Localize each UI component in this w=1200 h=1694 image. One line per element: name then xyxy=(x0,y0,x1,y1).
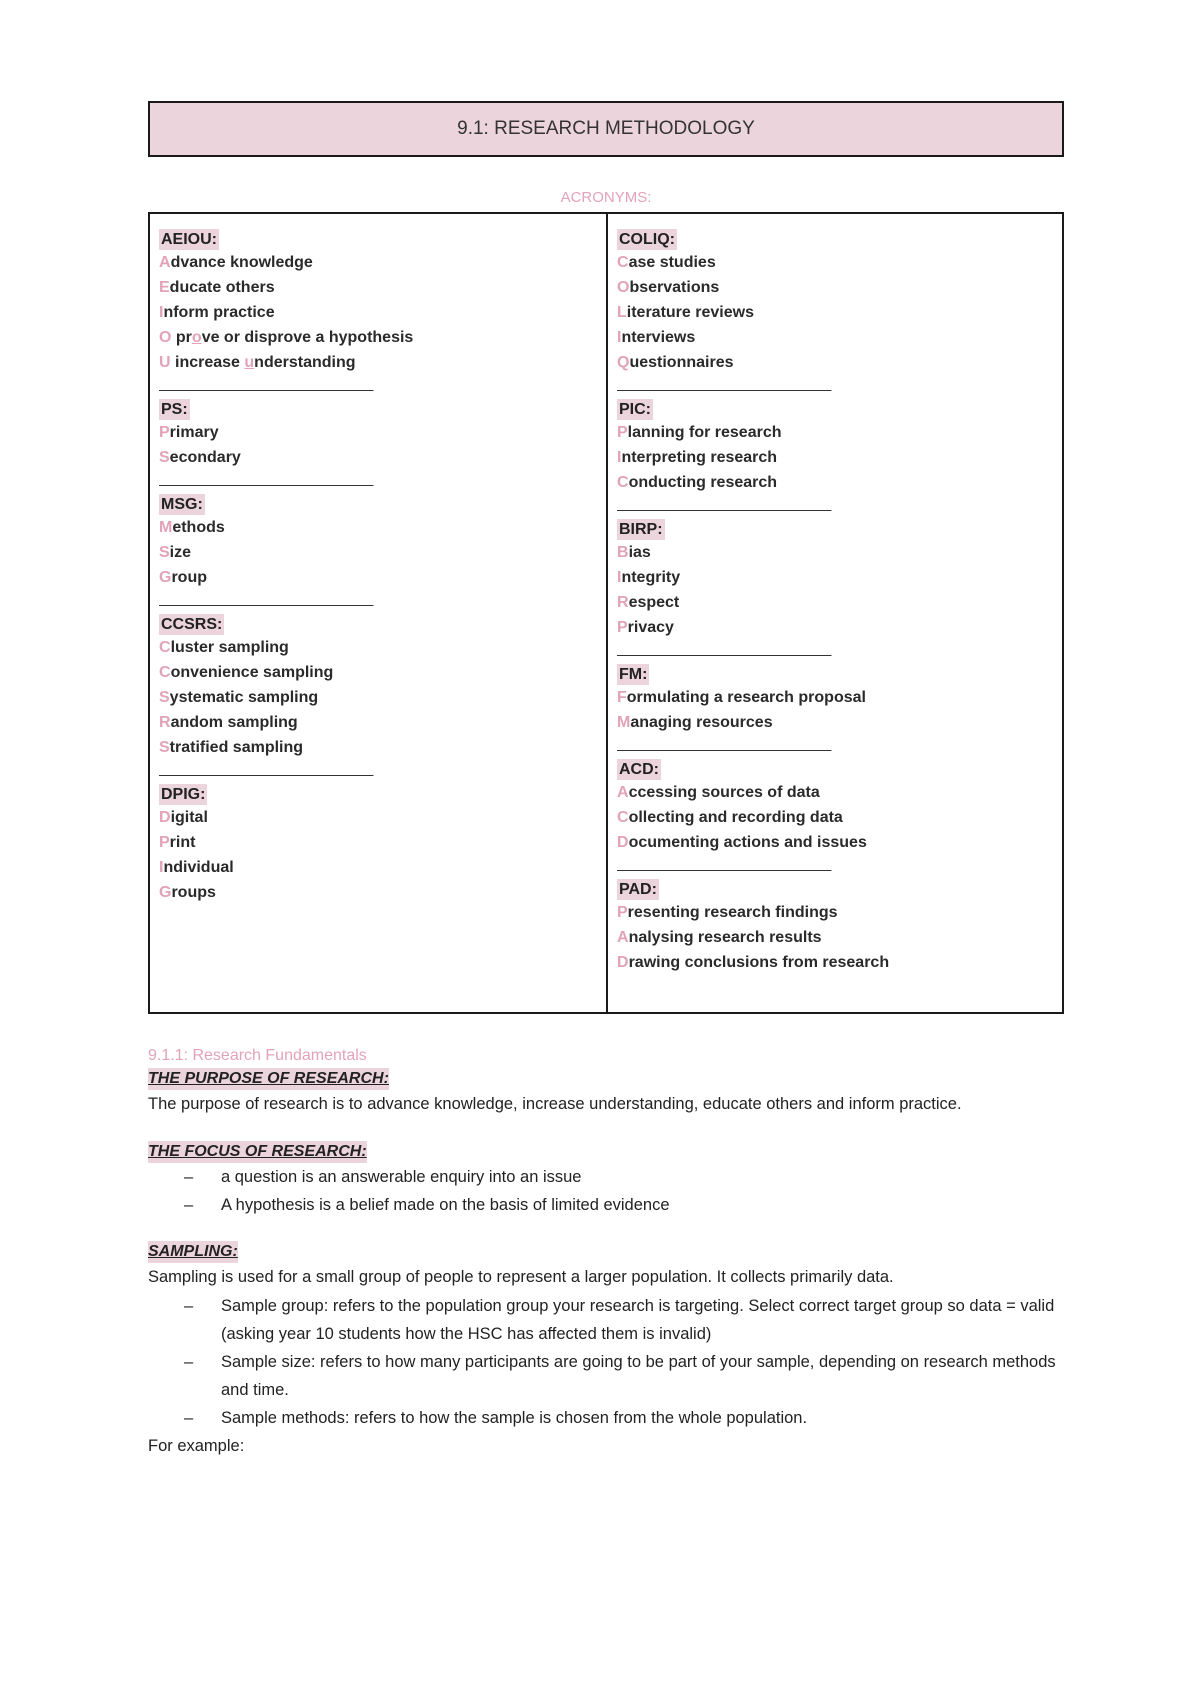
acronym-group xyxy=(159,227,597,375)
acronym-label: DPIG: xyxy=(161,786,206,803)
acronym-line xyxy=(159,805,597,830)
divider: ___________________________ xyxy=(617,735,831,752)
acronyms-left-column xyxy=(150,214,606,1012)
acronym-word: ve or disprove a hypothesis xyxy=(201,329,414,346)
acronym-line xyxy=(617,900,1053,925)
acronym-line xyxy=(159,250,597,275)
acronym-letter: S xyxy=(159,689,170,706)
acronym-line xyxy=(617,950,1053,975)
acronym-line xyxy=(159,420,597,445)
divider: ___________________________ xyxy=(159,375,373,392)
acronym-line xyxy=(159,515,597,540)
acronym-label: PS: xyxy=(161,401,188,418)
acronym-label: MSG: xyxy=(161,496,203,513)
acronym-group xyxy=(159,782,597,905)
acronym-group xyxy=(617,227,1053,375)
acronym-word: dvance knowledge xyxy=(170,254,313,271)
acronym-letter: G xyxy=(159,569,172,586)
acronym-line xyxy=(159,350,597,375)
acronym-group xyxy=(617,877,1053,975)
document-page xyxy=(148,101,1064,1461)
divider: ___________________________ xyxy=(159,760,373,777)
acronym-label: BIRP: xyxy=(619,521,663,538)
acronym-line xyxy=(617,275,1053,300)
sampling-section xyxy=(148,1241,1064,1461)
acronym-line xyxy=(617,615,1053,640)
acronym-letter: P xyxy=(159,424,170,441)
acronym-group xyxy=(159,612,597,760)
acronym-line xyxy=(617,780,1053,805)
acronym-word: uestionnaires xyxy=(629,354,734,371)
acronym-label: CCSRS: xyxy=(161,616,223,633)
divider: ___________________________ xyxy=(617,640,831,657)
acronym-letter: O xyxy=(159,329,172,346)
acronym-letter: I xyxy=(159,304,164,321)
focus-section xyxy=(148,1141,1064,1219)
page-title-text: 9.1: RESEARCH METHODOLOGY xyxy=(457,118,755,139)
acronym-letter: G xyxy=(159,884,172,901)
acronym-line xyxy=(617,350,1053,375)
acronym-line xyxy=(617,590,1053,615)
acronym-letter: P xyxy=(617,619,628,636)
acronym-line xyxy=(159,830,597,855)
acronym-word: ccessing sources of data xyxy=(628,784,820,801)
acronym-line xyxy=(617,805,1053,830)
acronym-letter: B xyxy=(617,544,629,561)
acronym-line xyxy=(617,540,1053,565)
acronym-letter: C xyxy=(159,664,171,681)
acronym-letter: P xyxy=(159,834,170,851)
acronym-group xyxy=(617,662,1053,735)
divider: ___________________________ xyxy=(617,855,831,872)
acronym-word: rimary xyxy=(169,424,219,441)
acronym-word: resenting research findings xyxy=(627,904,838,921)
acronym-letter: D xyxy=(617,954,629,971)
acronym-underline-letter: o xyxy=(191,329,202,346)
acronym-word: rawing conclusions from research xyxy=(628,954,890,971)
acronym-line xyxy=(617,325,1053,350)
purpose-section xyxy=(148,1068,1064,1119)
list-item: – Sample size: refers to how many participants are going to be part of your sample, depending on research methods and time. xyxy=(148,1348,1064,1404)
list-item: – A hypothesis is a belief made on the basis of limited evidence xyxy=(148,1191,1064,1219)
acronym-word: ize xyxy=(169,544,192,561)
acronym-letter: U xyxy=(159,354,171,371)
acronym-letter: M xyxy=(159,519,173,536)
list-item: – a question is an answerable enquiry into an issue xyxy=(148,1163,1064,1191)
acronym-line xyxy=(159,300,597,325)
acronym-line xyxy=(617,250,1053,275)
page-title xyxy=(148,101,1064,157)
acronyms-heading: ACRONYMS: xyxy=(560,189,652,206)
acronym-line xyxy=(159,325,597,350)
acronym-word: tratified sampling xyxy=(169,739,304,756)
acronym-word: ollecting and recording data xyxy=(628,809,843,826)
acronym-line xyxy=(159,275,597,300)
acronym-letter: A xyxy=(617,784,629,801)
acronym-word: anaging resources xyxy=(630,714,773,731)
acronym-letter: D xyxy=(617,834,629,851)
acronym-letter: A xyxy=(159,254,171,271)
acronym-word: iterature reviews xyxy=(626,304,754,321)
acronym-letter: R xyxy=(159,714,171,731)
acronym-line xyxy=(617,445,1053,470)
acronyms-table xyxy=(148,212,1064,1014)
acronym-label: COLIQ: xyxy=(619,231,675,248)
acronym-line xyxy=(159,635,597,660)
acronym-word: ystematic sampling xyxy=(169,689,319,706)
acronym-line xyxy=(159,685,597,710)
acronym-word: roups xyxy=(171,884,216,901)
purpose-label: THE PURPOSE OF RESEARCH: xyxy=(148,1068,389,1090)
acronym-letter: O xyxy=(617,279,630,296)
acronym-word: ndividual xyxy=(163,859,234,876)
acronym-word: ntegrity xyxy=(621,569,681,586)
acronym-word: ase studies xyxy=(628,254,716,271)
acronym-line xyxy=(159,855,597,880)
acronym-letter: P xyxy=(617,904,628,921)
acronym-word: nalysing research results xyxy=(628,929,822,946)
acronym-word: espect xyxy=(628,594,680,611)
acronym-line xyxy=(617,565,1053,590)
acronym-letter: D xyxy=(159,809,171,826)
acronym-letter: S xyxy=(159,449,170,466)
acronym-word: igital xyxy=(170,809,208,826)
divider: ___________________________ xyxy=(617,375,831,392)
acronym-line xyxy=(159,445,597,470)
acronym-word: andom sampling xyxy=(170,714,298,731)
acronym-line xyxy=(617,420,1053,445)
acronym-line xyxy=(159,735,597,760)
acronym-letter: E xyxy=(159,279,170,296)
section-heading: 9.1.1: Research Fundamentals xyxy=(148,1047,367,1064)
acronym-line xyxy=(159,565,597,590)
acronym-label: PAD: xyxy=(619,881,657,898)
acronym-line xyxy=(617,830,1053,855)
acronym-word: ocumenting actions and issues xyxy=(628,834,867,851)
acronym-letter: C xyxy=(617,474,629,491)
acronym-word: onvenience sampling xyxy=(170,664,334,681)
acronym-line xyxy=(159,540,597,565)
list-item: – Sample group: refers to the population group your research is targeting. Select correct target group so data = valid (asking year 10 students how the HSC has affected them is invalid) xyxy=(148,1292,1064,1348)
acronym-letter: C xyxy=(617,809,629,826)
acronym-letter: I xyxy=(159,859,164,876)
acronym-word: luster sampling xyxy=(170,639,289,656)
acronym-line xyxy=(159,710,597,735)
acronym-letter: C xyxy=(159,639,171,656)
acronym-word: nderstanding xyxy=(254,354,356,371)
acronym-letter: S xyxy=(159,544,170,561)
acronym-group xyxy=(159,397,597,470)
acronym-letter: R xyxy=(617,594,629,611)
acronym-letter: I xyxy=(617,449,622,466)
purpose-text: The purpose of research is to advance knowledge, increase understanding, educate others and inform practice. xyxy=(148,1095,962,1113)
acronym-group xyxy=(617,757,1053,855)
acronym-group xyxy=(617,517,1053,640)
acronym-letter: Q xyxy=(617,354,630,371)
acronym-word: bservations xyxy=(629,279,720,296)
acronym-word: ormulating a research proposal xyxy=(626,689,866,706)
acronym-group xyxy=(617,397,1053,495)
list-item: – Sample methods: refers to how the sample is chosen from the whole population. xyxy=(148,1404,1064,1432)
acronym-word: increase xyxy=(170,354,245,371)
acronym-line xyxy=(617,300,1053,325)
focus-label: THE FOCUS OF RESEARCH: xyxy=(148,1141,367,1163)
acronym-word: ethods xyxy=(172,519,225,536)
acronym-word: pr xyxy=(171,329,192,346)
acronym-label: PIC: xyxy=(619,401,651,418)
divider: ___________________________ xyxy=(159,590,373,607)
acronym-word: nterpreting research xyxy=(621,449,778,466)
sampling-text: Sampling is used for a small group of people to represent a larger population. It collects primarily data. xyxy=(148,1268,894,1286)
acronym-line xyxy=(617,470,1053,495)
acronym-letter: P xyxy=(617,424,628,441)
acronym-word: ias xyxy=(628,544,651,561)
acronym-group xyxy=(159,492,597,590)
acronym-word: rint xyxy=(169,834,196,851)
acronym-word: econdary xyxy=(169,449,241,466)
acronyms-right-column xyxy=(606,214,1062,1012)
acronym-label: ACD: xyxy=(619,761,659,778)
acronym-underline-letter: u xyxy=(244,354,255,371)
acronym-label: AEIOU: xyxy=(161,231,217,248)
acronym-letter: M xyxy=(617,714,631,731)
acronym-letter: S xyxy=(159,739,170,756)
acronym-line xyxy=(617,685,1053,710)
acronym-word: rivacy xyxy=(627,619,674,636)
acronym-letter: C xyxy=(617,254,629,271)
acronym-letter: I xyxy=(617,569,622,586)
acronym-letter: I xyxy=(617,329,622,346)
acronym-word: onducting research xyxy=(628,474,778,491)
acronym-line xyxy=(159,660,597,685)
acronym-letter: L xyxy=(617,304,627,321)
acronym-line xyxy=(617,925,1053,950)
acronym-word: lanning for research xyxy=(627,424,782,441)
sampling-list xyxy=(148,1292,1064,1432)
acronym-letter: F xyxy=(617,689,627,706)
acronym-line xyxy=(159,880,597,905)
focus-list xyxy=(148,1163,1064,1219)
acronym-word: roup xyxy=(171,569,207,586)
example-text: For example: xyxy=(148,1437,245,1455)
acronym-word: nterviews xyxy=(621,329,696,346)
acronym-label: FM: xyxy=(619,666,648,683)
divider: ___________________________ xyxy=(159,470,373,487)
acronym-letter: A xyxy=(617,929,629,946)
acronym-word: ducate others xyxy=(169,279,275,296)
acronym-line xyxy=(617,710,1053,735)
sampling-label: SAMPLING: xyxy=(148,1241,238,1263)
acronym-word: nform practice xyxy=(163,304,275,321)
divider: ___________________________ xyxy=(617,495,831,512)
